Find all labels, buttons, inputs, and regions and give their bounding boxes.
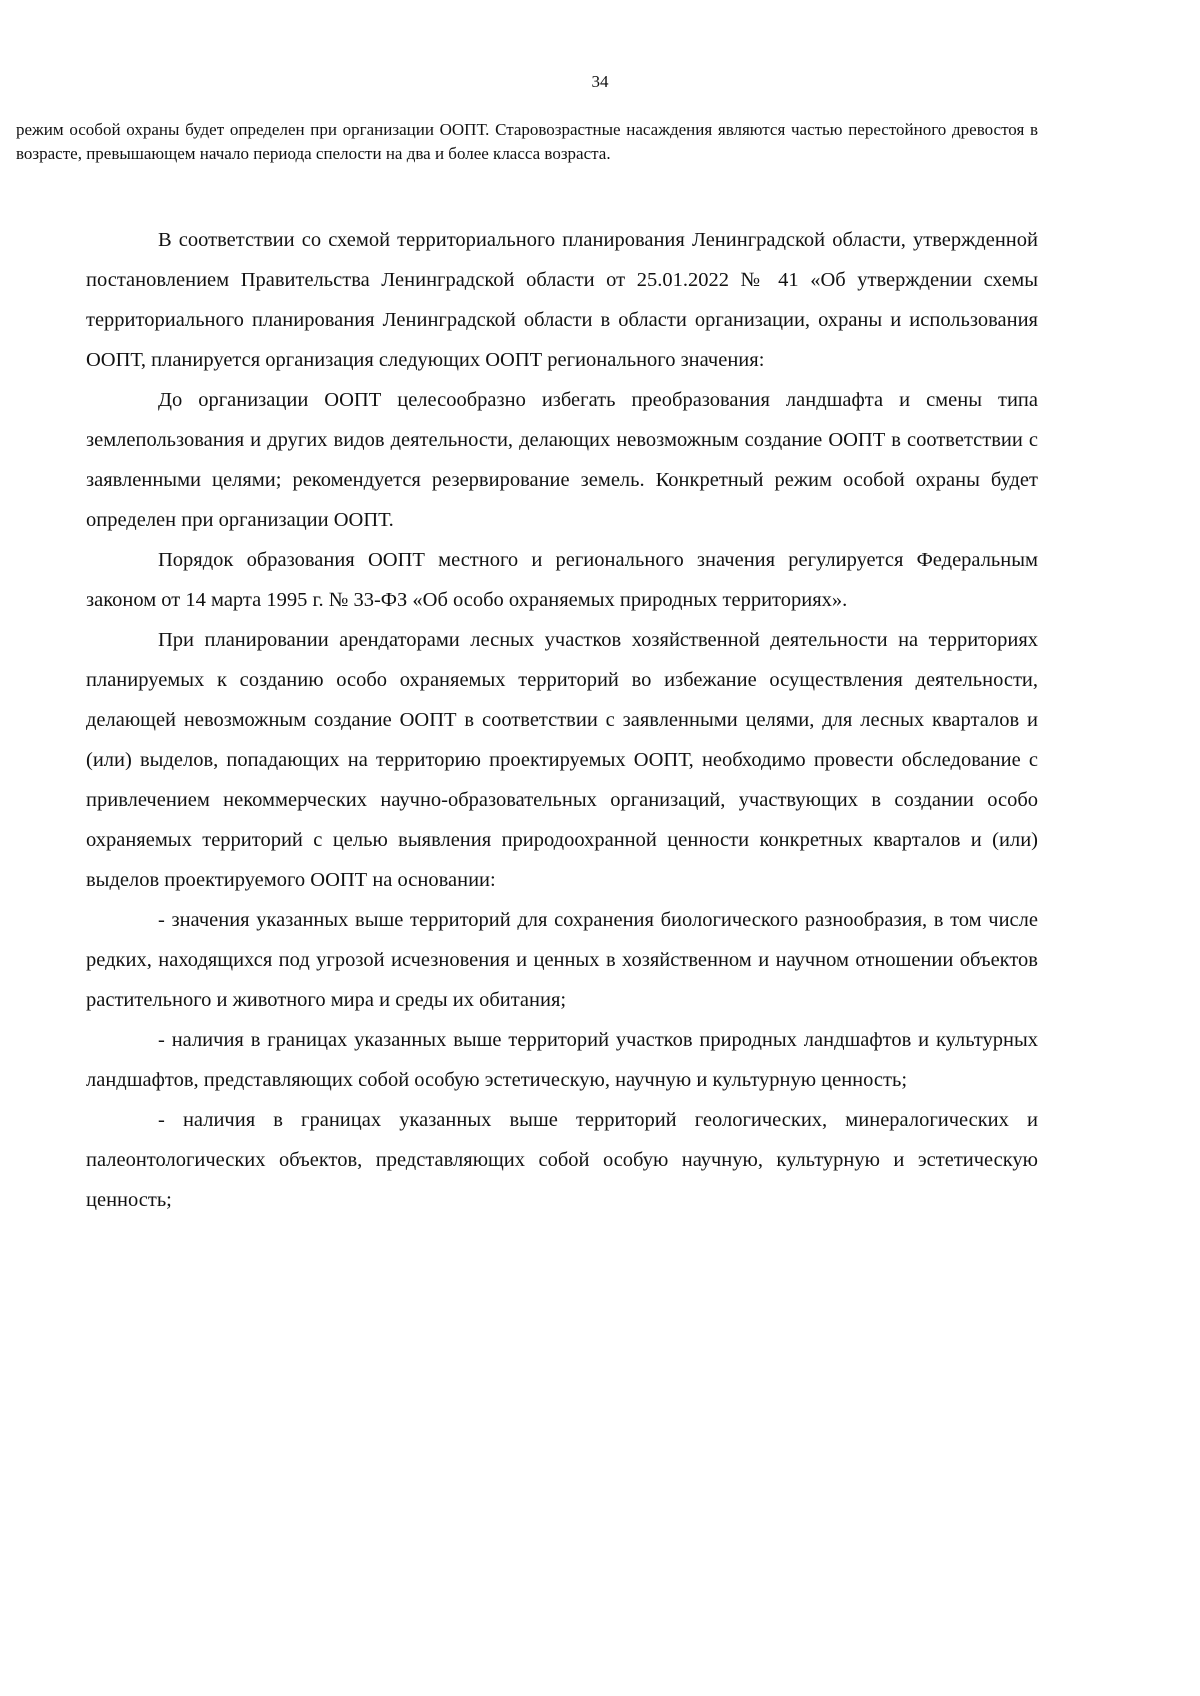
body-text: [86, 220, 1038, 1220]
list-item-biodiversity: - значения указанных выше территорий для сохранения биологического разнообразия, в том числе редких, находящихся под угрозой исчезновения и ценных в хозяйственном и научном отношении объектов растительного и животного мира и среды их обитания;: [86, 909, 1038, 1011]
paragraph-before-organization: До организации ООПТ целесообразно избегать преобразования ландшафта и смены типа землепользования и других видов деятельности, делающих невозможным создание ООПТ в соответствии с заявленными целями; рекомендуется резервирование земель. Конкретный режим особой охраны будет определен при организации ООПТ.: [86, 389, 1038, 531]
list-item-geological-objects: - наличия в границах указанных выше территорий геологических, минералогических и палеонтологических объектов, представляющих собой особую научную, культурную и эстетическую ценность;: [86, 1109, 1038, 1211]
paragraph-tenant-planning: При планировании арендаторами лесных участков хозяйственной деятельности на территориях планируемых к созданию особо охраняемых территорий во избежание осуществления деятельности, делающей невозможным создание ООПТ в соответствии с заявленными целями, для лесных кварталов и (или) выделов, попадающих на территорию проектируемых ООПТ, необходимо провести обследование с привлечением некоммерческих научно-образовательных организаций, участвующих в создании особо охраняемых территорий с целью выявления природоохранной ценности конкретных кварталов и (или) выделов проектируемого ООПТ на основании:: [86, 629, 1038, 891]
paragraph-territorial-planning: В соответствии со схемой территориального планирования Ленинградской области, утвержденной постановлением Правительства Ленинградской области от 25.01.2022 № 41 «Об утверждении схемы территориального планирования Ленинградской области в области организации, охраны и использования ООПТ, планируется организация следующих ООПТ регионального значения:: [86, 229, 1038, 371]
paragraph-formation-order: Порядок образования ООПТ местного и регионального значения регулируется Федеральным законом от 14 марта 1995 г. № 33-ФЗ «Об особо охраняемых природных территориях».: [86, 549, 1038, 611]
page-number: 34: [591, 72, 609, 91]
list-item-landscapes: - наличия в границах указанных выше территорий участков природных ландшафтов и культурных ландшафтов, представляющих собой особую эстетическую, научную и культурную ценность;: [86, 1029, 1038, 1091]
lead-paragraph: режим особой охраны будет определен при организации ООПТ. Старовозрастные насаждения являются частью перестойного древостоя в возрасте, превышающем начало периода спелости на два и более класса возраста.: [16, 120, 1038, 163]
